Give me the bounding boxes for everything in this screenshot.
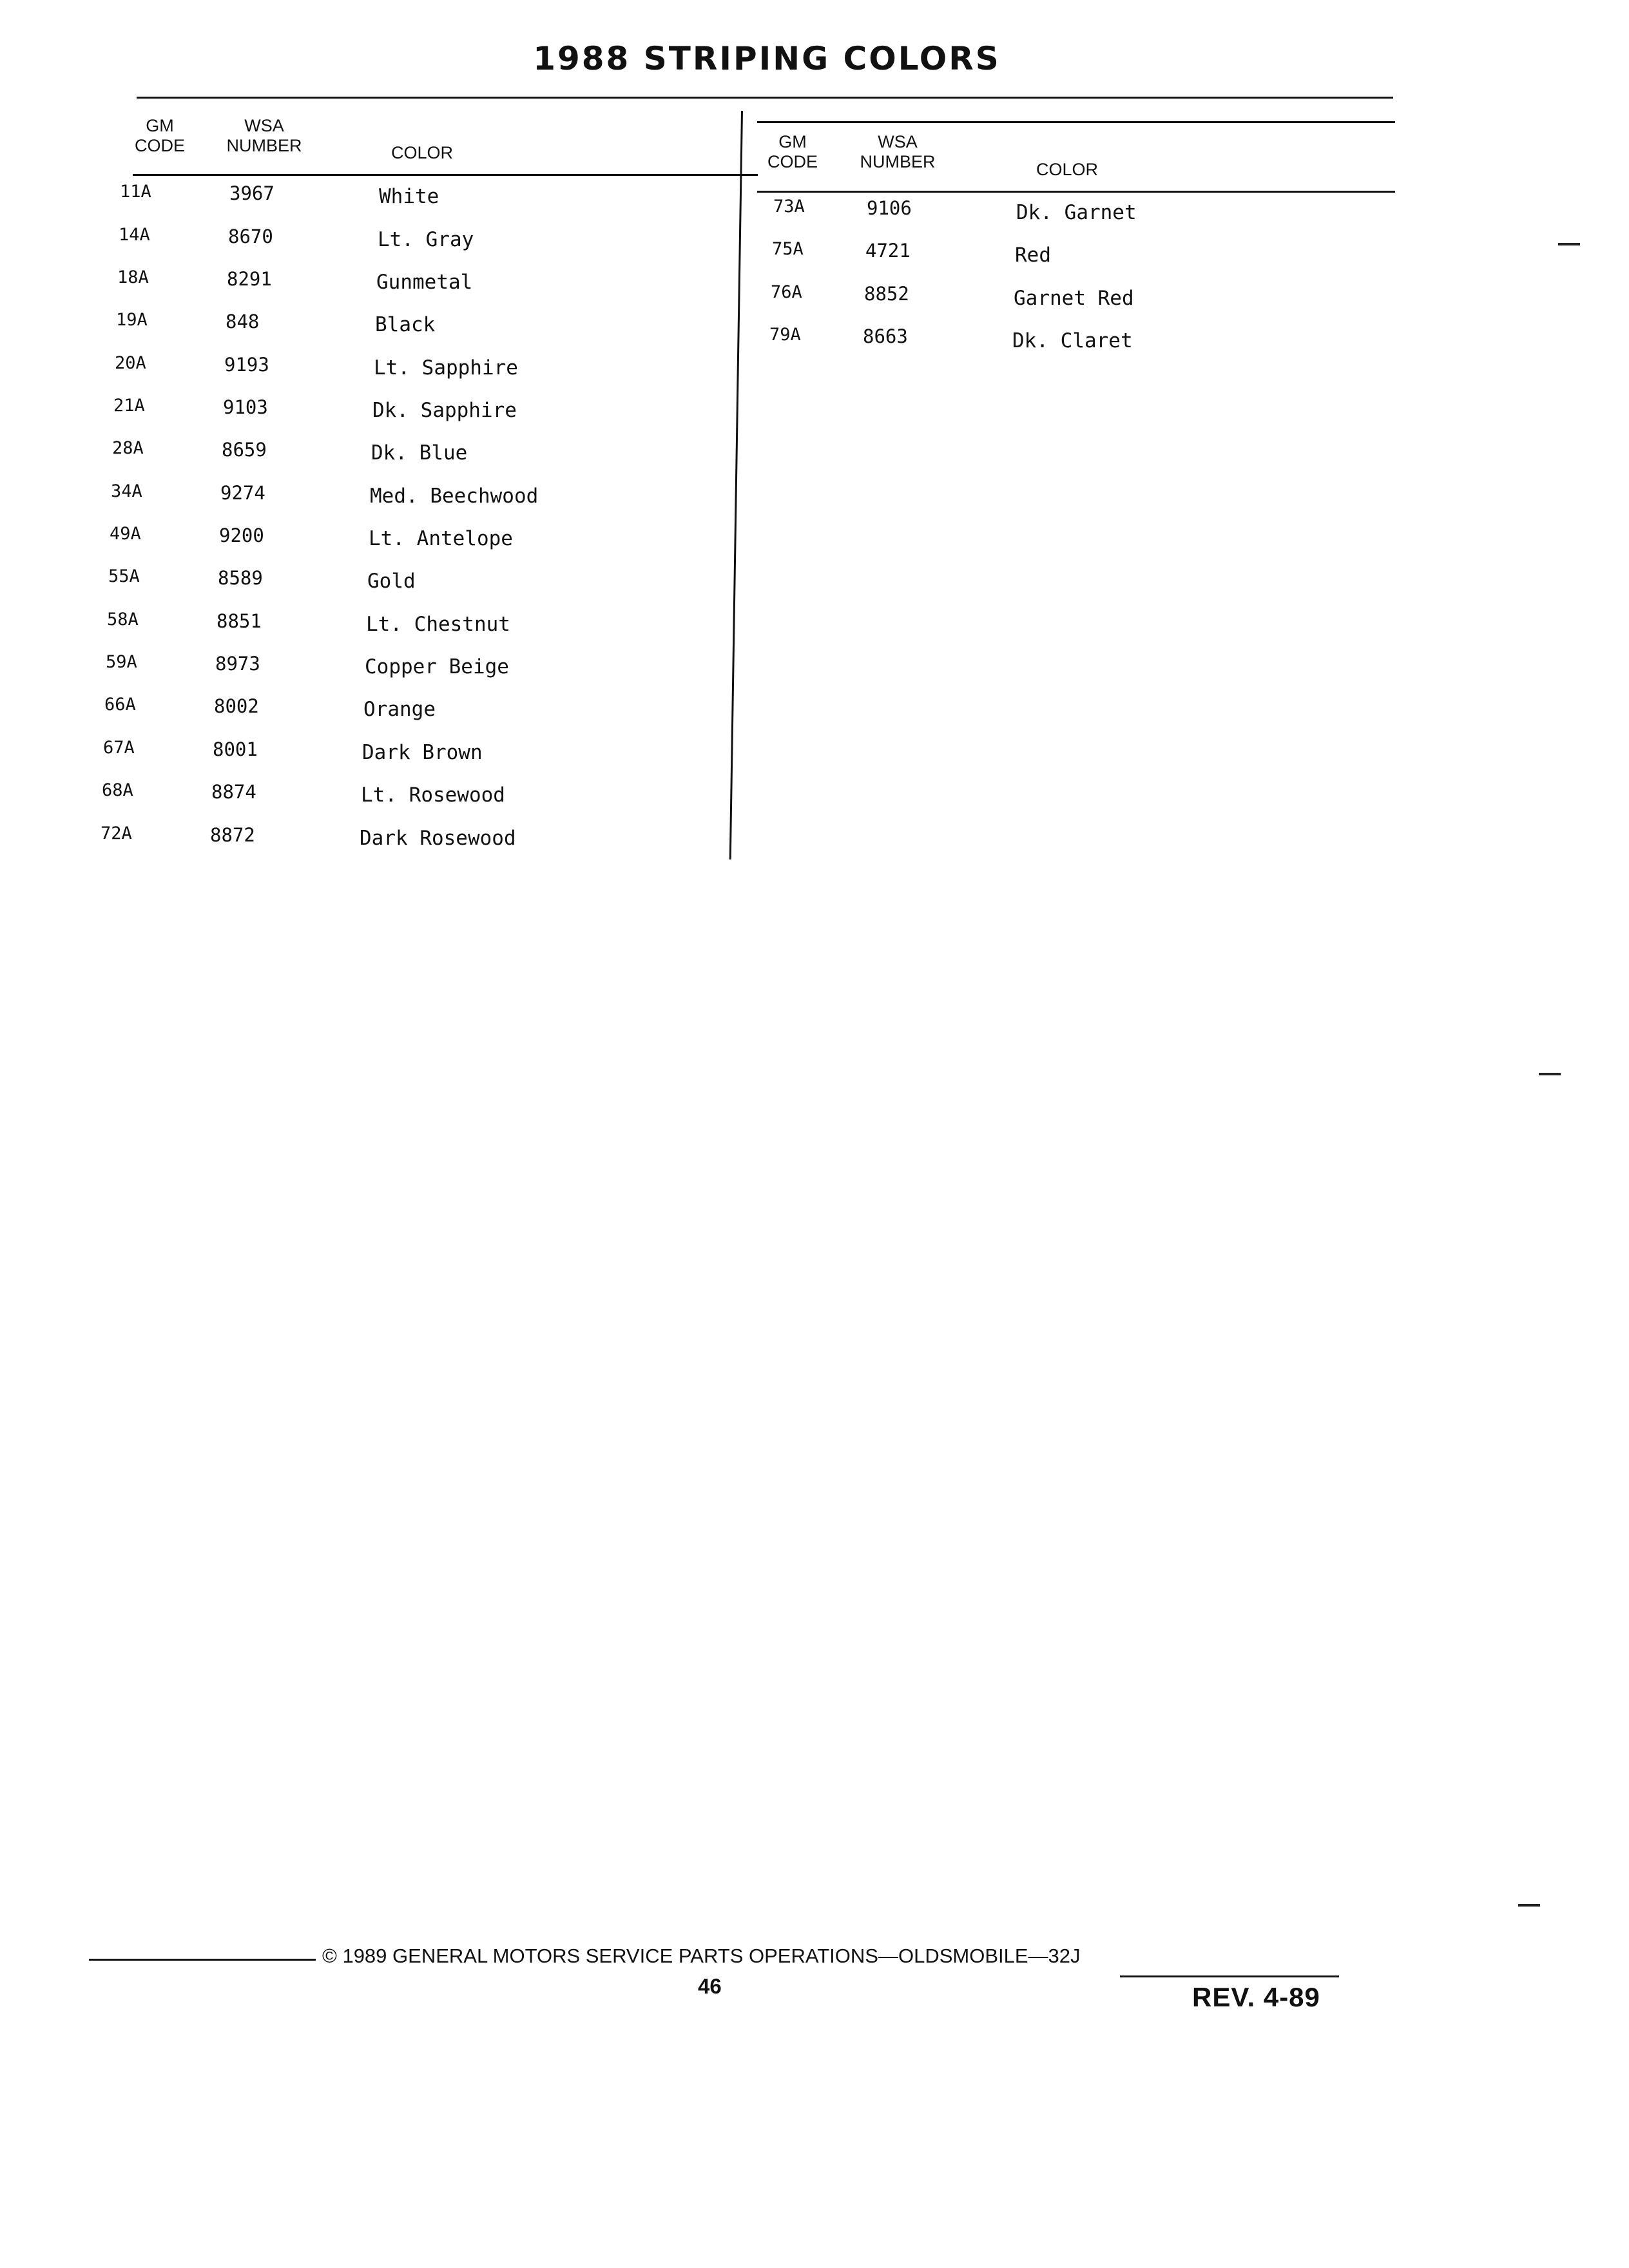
header-wsa: WSA — [244, 116, 284, 135]
table-cell-code: 18A — [117, 267, 149, 287]
table-cell-color: Lt. Gray — [378, 228, 474, 251]
table-cell-color: Dark Brown — [362, 741, 483, 764]
header-gm: GM — [146, 116, 174, 135]
table-cell-wsa: 8874 — [211, 781, 256, 803]
page-number: 46 — [698, 1974, 722, 1998]
table-cell-wsa: 8291 — [227, 268, 272, 290]
header-code: CODE — [134, 136, 185, 155]
footer-rule-left — [89, 1959, 316, 1961]
table-cell-wsa: 8663 — [863, 325, 908, 347]
table-cell-code: 79A — [769, 325, 801, 345]
table-cell-code: 75A — [772, 239, 804, 259]
footer-rule-right — [1120, 1975, 1339, 1977]
table-cell-color: Dk. Garnet — [1016, 201, 1137, 224]
margin-tick — [1539, 1073, 1561, 1075]
table-cell-color: Dk. Claret — [1012, 329, 1133, 352]
table-cell-wsa: 9274 — [220, 482, 265, 504]
table-cell-wsa: 848 — [226, 311, 260, 332]
table-cell-color: Lt. Chestnut — [366, 613, 510, 636]
page-title: 1988 STRIPING COLORS — [533, 40, 1001, 77]
table-cell-color: Orange — [363, 698, 436, 721]
left-header-wsa-number — [226, 116, 303, 156]
table-cell-code: 11A — [120, 182, 151, 202]
table-cell-code: 66A — [104, 695, 136, 715]
table-cell-color: Gold — [367, 570, 416, 593]
table-cell-wsa: 9106 — [867, 197, 912, 219]
table-cell-color: Dk. Sapphire — [372, 399, 517, 422]
table-cell-wsa: 9193 — [224, 354, 269, 376]
margin-tick — [1558, 243, 1580, 245]
table-cell-wsa: 9103 — [223, 396, 268, 418]
table-cell-code: 21A — [113, 396, 145, 416]
table-cell-code: 72A — [101, 823, 132, 843]
table-cell-wsa: 3967 — [229, 182, 275, 204]
table-cell-code: 55A — [108, 566, 140, 586]
table-cell-color: Red — [1015, 244, 1051, 267]
table-cell-wsa: 8002 — [214, 695, 259, 717]
table-cell-wsa: 8973 — [215, 653, 260, 675]
table-cell-wsa: 8659 — [222, 439, 267, 461]
table-cell-color: Copper Beige — [365, 655, 509, 678]
table-cell-color: Garnet Red — [1014, 287, 1134, 310]
table-cell-code: 73A — [773, 197, 805, 216]
table-cell-code: 34A — [111, 481, 142, 501]
table-cell-code: 67A — [103, 738, 135, 758]
right-header-rule — [757, 191, 1395, 193]
margin-tick — [1518, 1904, 1540, 1907]
right-header-wsa-number — [859, 132, 936, 172]
table-cell-wsa: 4721 — [865, 240, 911, 262]
title-rule — [137, 97, 1393, 99]
right-header-gm-code — [767, 132, 818, 172]
table-cell-color: Dk. Blue — [371, 441, 468, 465]
table-cell-wsa: 8852 — [864, 283, 909, 305]
table-cell-wsa: 8589 — [218, 567, 263, 589]
column-divider — [729, 111, 743, 860]
table-cell-color: Dark Rosewood — [360, 827, 516, 850]
table-cell-wsa: 8872 — [210, 824, 255, 846]
footer-copyright: © 1989 GENERAL MOTORS SERVICE PARTS OPERATIONS—OLDSMOBILE—32J — [322, 1945, 1081, 1967]
table-cell-color: Lt. Sapphire — [374, 356, 518, 380]
table-cell-code: 49A — [110, 524, 141, 544]
table-cell-code: 58A — [107, 610, 139, 629]
header-number: NUMBER — [860, 152, 936, 171]
table-cell-wsa: 8851 — [217, 610, 262, 632]
left-header-gm-code — [134, 116, 186, 156]
table-cell-color: Lt. Rosewood — [361, 783, 505, 807]
header-number: NUMBER — [226, 136, 302, 155]
left-header-rule — [133, 174, 758, 176]
table-cell-color: White — [379, 185, 439, 208]
table-cell-color: Lt. Antelope — [369, 527, 513, 550]
table-cell-code: 76A — [771, 282, 802, 302]
table-cell-code: 19A — [116, 310, 148, 330]
table-cell-code: 20A — [115, 353, 146, 373]
revision-label: REV. 4-89 — [1192, 1982, 1320, 2012]
table-cell-wsa: 9200 — [219, 524, 264, 546]
header-gm: GM — [778, 132, 807, 151]
right-header-color: COLOR — [1036, 160, 1099, 179]
title-rule-right — [757, 121, 1395, 123]
table-cell-color: Black — [375, 313, 436, 336]
left-header-color: COLOR — [391, 143, 454, 162]
table-cell-color: Gunmetal — [376, 271, 473, 294]
table-cell-wsa: 8001 — [213, 738, 258, 760]
table-cell-code: 59A — [106, 652, 137, 672]
table-cell-code: 68A — [102, 780, 133, 800]
header-wsa: WSA — [878, 132, 918, 151]
table-cell-code: 14A — [119, 225, 150, 245]
table-cell-color: Med. Beechwood — [370, 485, 539, 508]
header-code: CODE — [767, 152, 818, 171]
table-cell-wsa: 8670 — [228, 226, 273, 247]
table-cell-code: 28A — [112, 438, 144, 458]
